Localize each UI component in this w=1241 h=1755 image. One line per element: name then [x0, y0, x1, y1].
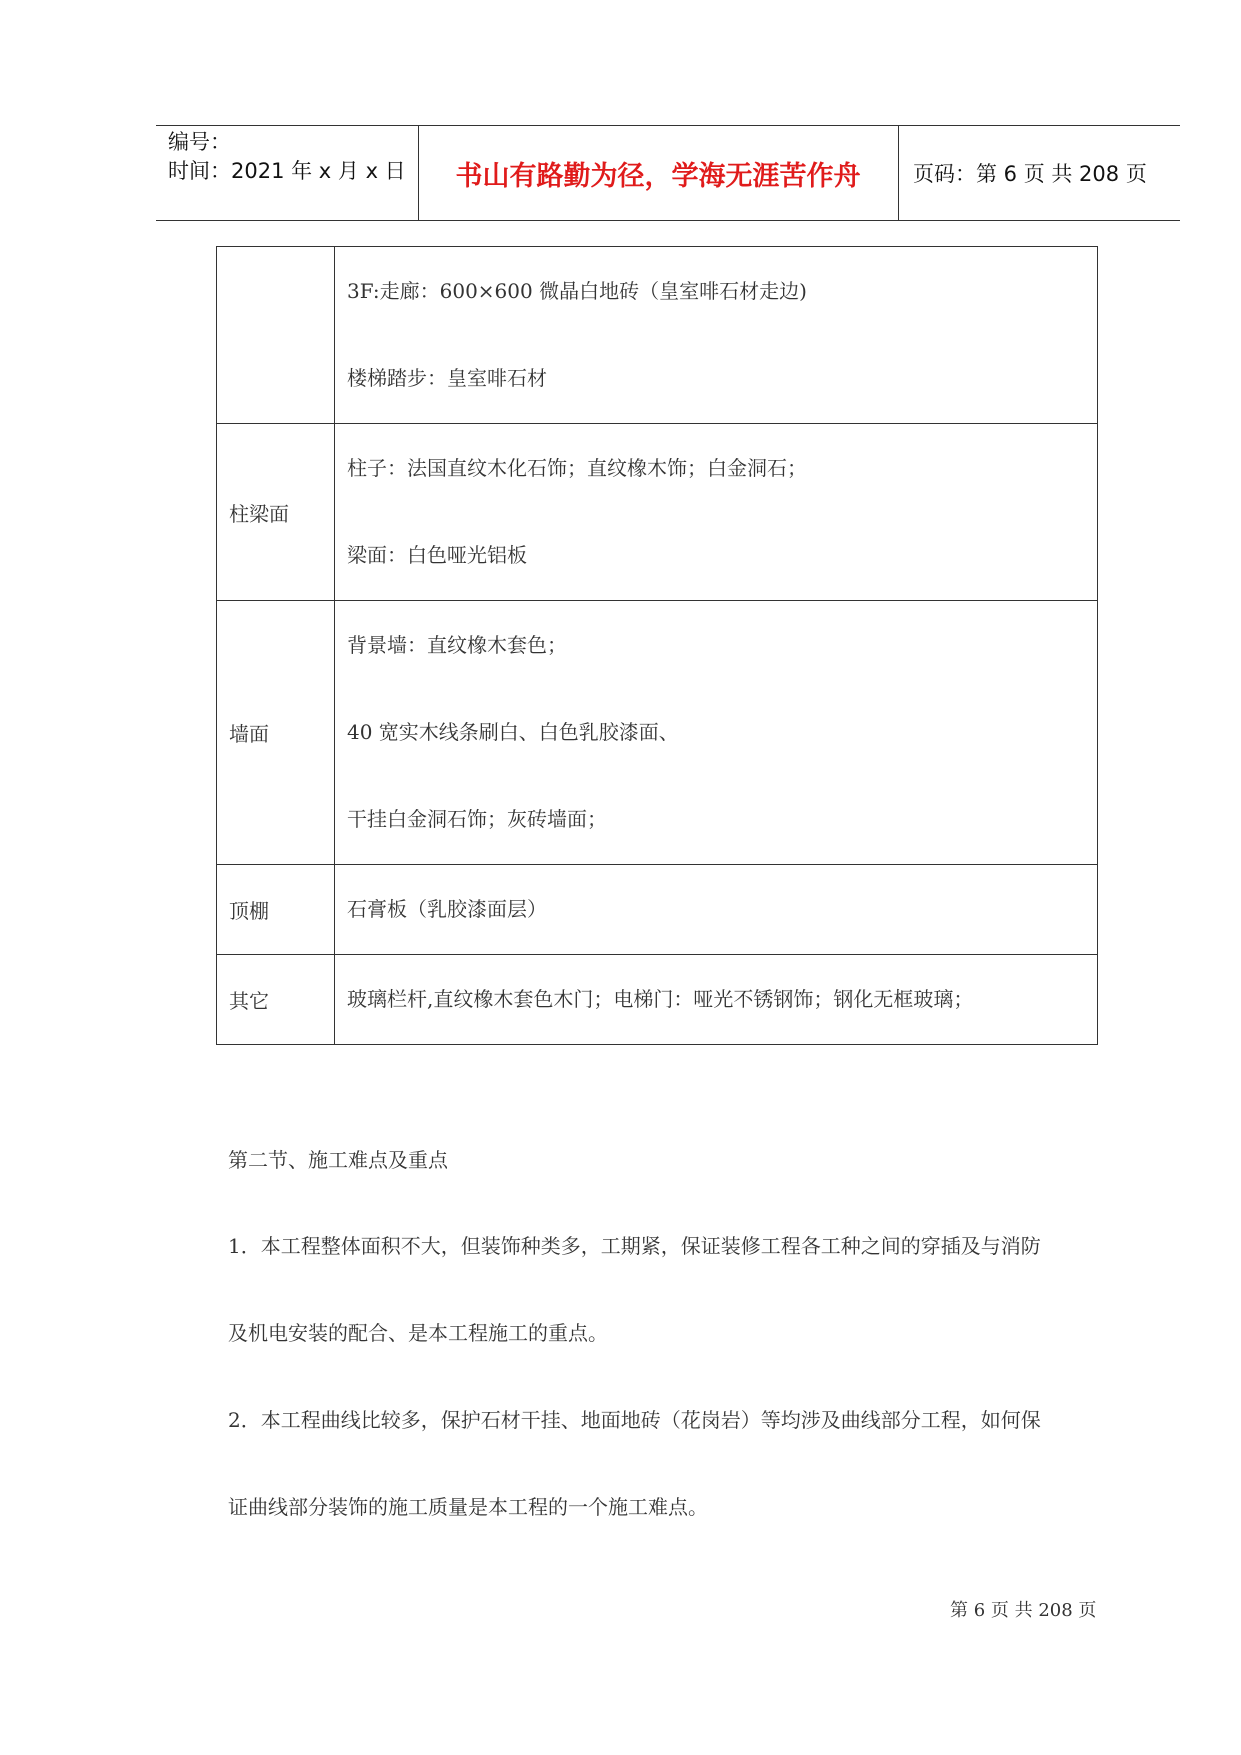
- row-label: 顶棚: [217, 865, 335, 955]
- content-line: 40 宽实木线条刷白、白色乳胶漆面、: [347, 720, 679, 744]
- footer-page-number: 第 6 页 共 208 页: [950, 1600, 1097, 1621]
- materials-table: [216, 246, 1098, 1045]
- section-title: 第二节、施工难点及重点: [228, 1148, 448, 1172]
- content-line: 3F:走廊：600×600 微晶白地砖（皇室啡石材走边): [347, 279, 807, 303]
- serial-number-label: 编号：: [168, 130, 231, 154]
- row-label: 墙面: [217, 601, 335, 865]
- row-content: [335, 424, 1098, 601]
- paragraph-line: 1．本工程整体面积不大，但装饰种类多，工期紧，保证装修工程各工种之间的穿插及与消防: [228, 1234, 1041, 1258]
- row-content: [335, 865, 1098, 955]
- content-line: 梁面：白色哑光铝板: [347, 543, 527, 567]
- table-row: [217, 955, 1098, 1045]
- table-row: [217, 601, 1098, 865]
- page-header: [156, 125, 1180, 221]
- content-line: 柱子：法国直纹木化石饰；直纹橡木饰；白金洞石；: [347, 456, 807, 480]
- table-row: [217, 424, 1098, 601]
- paragraph-line: 2．本工程曲线比较多，保护石材干挂、地面地砖（花岗岩）等均涉及曲线部分工程，如何保: [228, 1408, 1041, 1432]
- header-motto: 书山有路勤为径，学海无涯苦作舟: [455, 160, 861, 192]
- row-content: [335, 601, 1098, 865]
- content-line: 石膏板（乳胶漆面层）: [347, 897, 547, 921]
- content-line: 干挂白金洞石饰；灰砖墙面；: [347, 807, 607, 831]
- header-meta: [168, 128, 406, 186]
- paragraph-line: 证曲线部分装饰的施工质量是本工程的一个施工难点。: [228, 1495, 708, 1519]
- row-label: 其它: [217, 955, 335, 1045]
- row-content: [335, 247, 1098, 424]
- content-line: 背景墙：直纹橡木套色；: [347, 633, 567, 657]
- table-row: [217, 247, 1098, 424]
- content-line: 玻璃栏杆,直纹橡木套色木门；电梯门：哑光不锈钢饰；钢化无框玻璃；: [347, 987, 974, 1011]
- header-page-number: 页码：第 6 页 共 208 页: [913, 162, 1147, 186]
- date-label: 时间：2021 年 x 月 x 日: [168, 159, 406, 183]
- header-divider: [898, 126, 899, 220]
- table-row: [217, 865, 1098, 955]
- row-label: 柱梁面: [217, 424, 335, 601]
- content-line: 楼梯踏步：皇室啡石材: [347, 366, 547, 390]
- row-label: [217, 247, 335, 424]
- row-content: [335, 955, 1098, 1045]
- paragraph-line: 及机电安装的配合、是本工程施工的重点。: [228, 1321, 608, 1345]
